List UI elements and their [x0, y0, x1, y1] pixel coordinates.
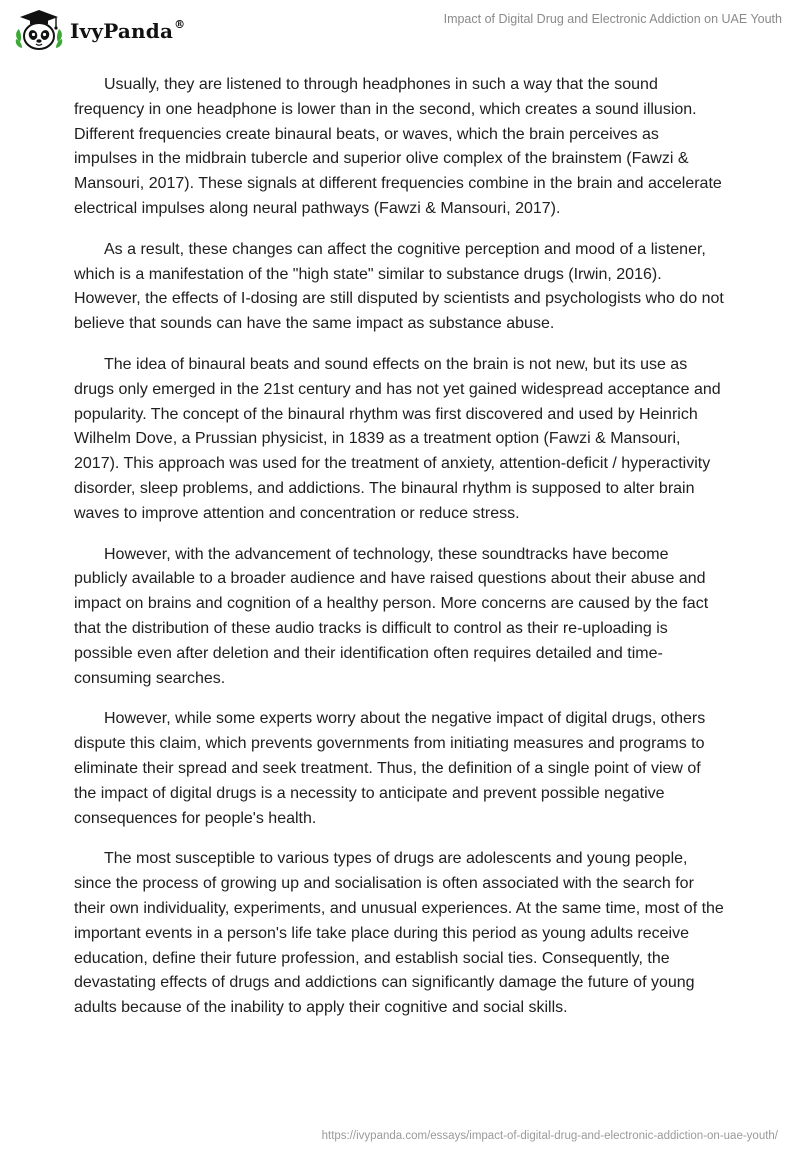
ivypanda-logo[interactable] — [14, 8, 185, 52]
paragraph: As a result, these changes can affect the cognitive perception and mood of a listener, which is a manifestation of the "high state" similar to substance drugs (Irwin, 2016). However, the effects of I-dosing are still disputed by scientists and psychologists who do not believe that sounds can have the same impact as substance abuse. — [74, 240, 724, 333]
document-title: Impact of Digital Drug and Electronic Addiction on UAE Youth — [443, 12, 782, 26]
paragraph: The idea of binaural beats and sound effects on the brain is not new, but its use as drugs only emerged in the 21st century and has not yet gained widespread acceptance and popularity. The concept of the binaural rhythm was first discovered and used by Heinrich Wilhelm Dove, a Prussian physicist, in 1839 as a treatment option (Fawzi & Mansouri, 2017). This approach was used for the treatment of anxiety, attention-deficit / hyperactivity disorder, sleep problems, and addictions. The binaural rhythm is supposed to alter brain waves to improve attention and concentration or reduce stress. — [74, 355, 721, 522]
paragraph: Usually, they are listened to through headphones in such a way that the sound frequency in one headphone is lower than in the second, which creates a sound illusion. Different frequencies create binaural beats, or waves, which the brain perceives as impulses in the midbrain tubercle and superior olive complex of the brainstem (Fawzi & Mansouri, 2017). These signals at different frequencies combine in the brain and accelerate electrical impulses along neural pathways (Fawzi & Mansouri, 2017). — [74, 76, 722, 217]
paragraph: The most susceptible to various types of drugs are adolescents and young people, since the process of growing up and socialisation is often associated with the search for their own individuality, experiments, and unusual experiences. At the same time, most of the important events in a person's life take place during this period as young adults receive education, define their future profession, and establish social ties. Consequently, the devastating effects of drugs and addictions can significantly damage the future of young adults because of the inability to apply their cognitive and social skills. — [74, 850, 724, 1017]
paragraph: However, while some experts worry about the negative impact of digital drugs, others dispute this claim, which prevents governments from initiating measures and programs to eliminate their spread and seek treatment. Thus, the definition of a single point of view of the impact of digital drugs is a necessity to anticipate and prevent possible negative consequences for people's health. — [74, 710, 706, 827]
source-url[interactable]: https://ivypanda.com/essays/impact-of-digital-drug-and-electronic-addiction-on-uae-youth/ — [321, 1130, 778, 1142]
page-header — [0, 0, 800, 60]
panda-logo-icon — [14, 8, 64, 52]
paragraph: However, with the advancement of technology, these soundtracks have become publicly available to a broader audience and have raised questions about their abuse and impact on brains and cognition of a healthy person. More concerns are caused by the fact that the distribution of these audio tracks is difficult to control as their re-uploading is possible even after deletion and their identification often requires detailed and time-consuming searches. — [74, 545, 709, 687]
brand-name: IvyPanda® — [70, 18, 186, 43]
registered-mark: ® — [174, 18, 186, 32]
essay-body — [74, 73, 724, 1037]
